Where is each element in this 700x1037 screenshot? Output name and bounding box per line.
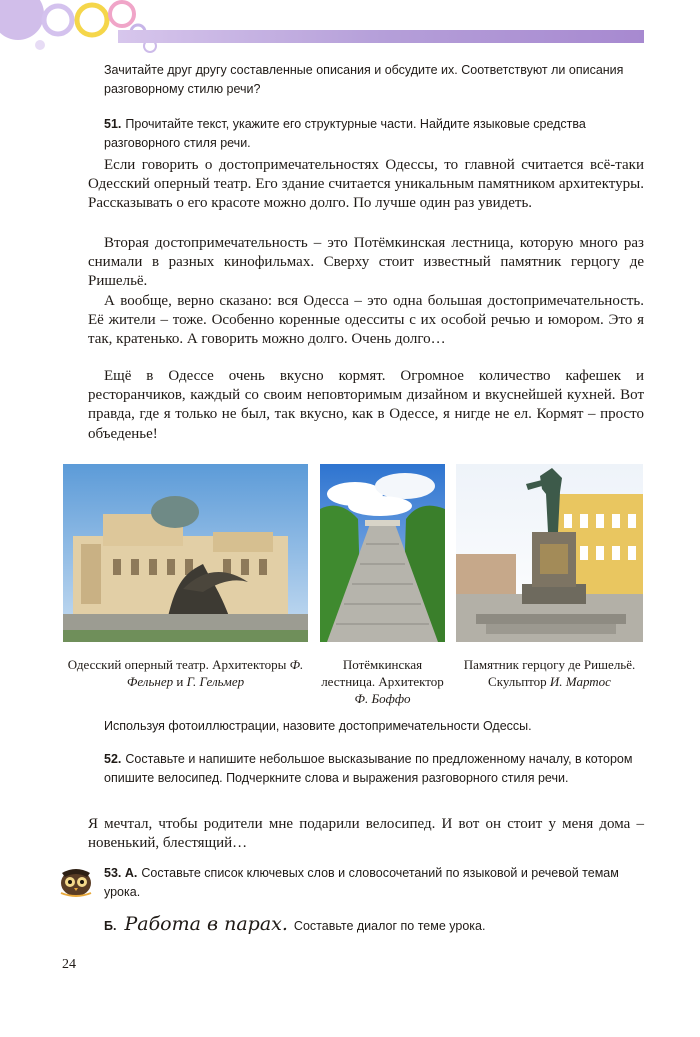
task-number: 52. [104,752,122,766]
task-text: Прочитайте текст, укажите его структурные части. Найдите языковые средства разговорного стиля речи. [104,117,586,150]
task-53b [104,912,644,938]
text-paragraph: А вообще, верно сказано: вся Одесса – это одна большая достопримечательность. Её жители – тоже. Особенно коренные одесситы с их особой речью и юмором. Это я так, кратенько. А говорить можно долго. Очень долго… [88,293,644,348]
photo-richelieu-monument [456,464,643,642]
task-label: Б. [104,919,117,933]
page-number: 24 [62,957,76,972]
photo-caption: Потёмкинская лестница. Архитектор Ф. Боффо [321,657,444,706]
task-text: Составьте диалог по теме урока. [293,919,486,933]
photo-potemkin-stairs [320,464,445,642]
photo-caption: Одесский оперный театр. Архитекторы Ф. Фельнер и Г. Гельмер [67,657,304,689]
task-intro: Зачитайте друг другу составленные описания и обсудите их. Соответствуют ли описания разговорному стилю речи? [104,63,624,96]
task-53a [104,864,644,902]
task-number: 51. [104,117,122,131]
text-paragraph: Ещё в Одессе очень вкусно кормят. Огромное количество кафешек и ресторанчиков, каждый со своим неповторимым дизайном и вкуснейшей кухней. Вот правда, где я только не был, так вкусно, как в Одессе, я нигде не ел. Кормят – просто объеденье! [88,368,644,442]
photo-opera-theatre [63,464,308,642]
task-text: Составьте и напишите небольшое высказывание по предложенному началу, в котором опишите велосипед. Подчеркните слова и выражения разговорного стиля речи. [104,752,633,785]
task-number: 53. А. [104,866,138,880]
text-paragraph: Вторая достопримечательность – это Потёмкинская лестница, которую много раз снимали в разных кинофильмах. Сверху стоит известный памятник герцогу де Ришельё. [88,235,644,290]
task-text: Составьте список ключевых слов и словосочетаний по языковой и речевой темам урока. [104,866,619,899]
header-band [118,30,644,43]
task-52 [104,750,644,788]
task-51 [104,115,644,153]
photo-question: Используя фотоиллюстрации, назовите достопримечательности Одессы. [104,719,532,733]
pair-work-label: Работа в парах. [124,913,288,935]
text-paragraph: Я мечтал, чтобы родители мне подарили велосипед. И вот он стоит у меня дома – новенький, блестящий… [88,816,644,852]
mascot-icon [57,863,95,898]
photo-caption: Памятник герцогу де Ришельё. Скульптор И. Мартос [463,657,636,689]
text-paragraph: Если говорить о достопримечательностях Одессы, то главной считается всё-таки Одесский оперный театр. Его здание считается уникальным памятником архитектуры. Рассказывать о его красоте можно долго. По лучше один раз увидеть. [88,157,644,212]
